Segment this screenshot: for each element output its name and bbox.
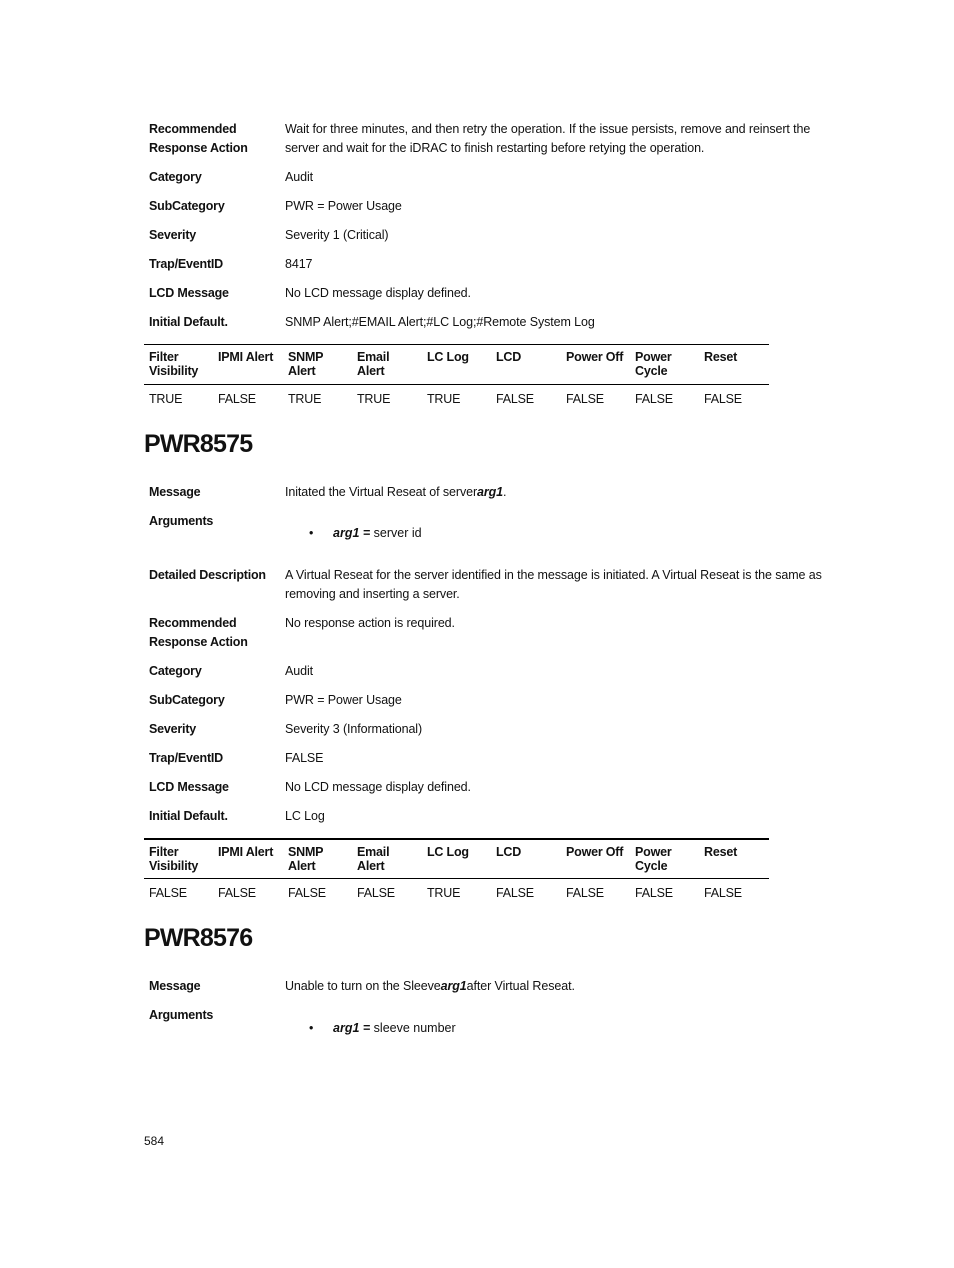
table-cell: SNMP Alert	[288, 350, 324, 378]
row-label: Detailed Description	[149, 568, 266, 582]
row-category	[149, 168, 839, 187]
table-cell: TRUE	[427, 392, 461, 406]
row-arguments	[149, 1006, 839, 1025]
row-subcategory	[149, 691, 839, 710]
row-label: LCD Message	[149, 286, 229, 300]
row-label: Arguments	[149, 1008, 214, 1022]
table-cell: LCD	[496, 845, 522, 859]
table-cell: Power Off	[566, 845, 624, 859]
row-value: SNMP Alert;#EMAIL Alert;#LC Log;#Remote System Log	[285, 315, 595, 329]
bullet-icon: •	[309, 1021, 314, 1035]
table-cell: Reset	[704, 845, 738, 859]
row-label: Initial Default.	[149, 809, 228, 823]
table-rule	[144, 344, 769, 345]
table-cell: LC Log	[427, 350, 469, 364]
row-label: Recommended Response Action	[149, 616, 248, 649]
table-cell: FALSE	[496, 392, 534, 406]
table-cell: FALSE	[357, 886, 395, 900]
table-cell: Email Alert	[357, 845, 390, 873]
section-title-pwr8575: PWR8575	[144, 430, 253, 458]
row-label: SubCategory	[149, 693, 225, 707]
row-value: Initated the Virtual Reseat of serverarg1.	[285, 485, 507, 499]
row-recommended-action	[149, 614, 839, 652]
row-value: Severity 1 (Critical)	[285, 228, 389, 242]
table-cell: TRUE	[288, 392, 322, 406]
table-rule	[144, 384, 769, 385]
table-cell: FALSE	[218, 392, 256, 406]
row-value: No LCD message display defined.	[285, 780, 471, 794]
table-cell: FALSE	[566, 886, 604, 900]
row-category	[149, 662, 839, 681]
table-cell: Power Cycle	[635, 845, 672, 873]
table-cell: FALSE	[496, 886, 534, 900]
table-cell: FALSE	[635, 886, 673, 900]
table-rule	[144, 878, 769, 879]
bullet-icon: •	[309, 526, 314, 540]
row-severity	[149, 226, 839, 245]
table-cell: Filter Visibility	[149, 845, 199, 873]
row-value: Severity 3 (Informational)	[285, 722, 423, 736]
argument-item: • arg1 = sleeve number	[309, 1019, 456, 1038]
row-label: Message	[149, 485, 201, 499]
row-message	[149, 977, 839, 996]
row-lcd-message	[149, 778, 839, 797]
row-label: Arguments	[149, 514, 214, 528]
page-number: 584	[144, 1134, 165, 1148]
table-cell: IPMI Alert	[218, 350, 274, 364]
table-cell: FALSE	[704, 886, 742, 900]
row-value: Audit	[285, 170, 313, 184]
row-recommended-action	[149, 120, 839, 158]
row-initial-default	[149, 313, 839, 332]
table-cell: FALSE	[149, 886, 187, 900]
row-value: PWR = Power Usage	[285, 693, 402, 707]
argument-item: • arg1 = server id	[309, 524, 422, 543]
row-value: Wait for three minutes, and then retry the operation. If the issue persists, remove and reinsert the server and wait for the iDRAC to finish restarting before retying the operation.	[285, 122, 811, 155]
table-cell: SNMP Alert	[288, 845, 324, 873]
table-cell: TRUE	[357, 392, 391, 406]
row-subcategory	[149, 197, 839, 216]
row-value: No LCD message display defined.	[285, 286, 471, 300]
row-value: No response action is required.	[285, 616, 455, 630]
table-cell: Email Alert	[357, 350, 390, 378]
row-trap-eventid	[149, 255, 839, 274]
table-cell: FALSE	[566, 392, 604, 406]
table-cell: Filter Visibility	[149, 350, 199, 378]
row-value: LC Log	[285, 809, 325, 823]
table-cell: FALSE	[635, 392, 673, 406]
row-arguments	[149, 512, 839, 531]
row-value: FALSE	[285, 751, 324, 765]
row-label: Severity	[149, 722, 197, 736]
row-label: Category	[149, 170, 202, 184]
row-detailed-description	[149, 566, 839, 604]
table-cell: IPMI Alert	[218, 845, 274, 859]
table-cell: Power Off	[566, 350, 624, 364]
row-value: Unable to turn on the Sleevearg1after Virtual Reseat.	[285, 979, 575, 993]
row-label: Trap/EventID	[149, 751, 224, 765]
row-label: Message	[149, 979, 201, 993]
row-label: Trap/EventID	[149, 257, 224, 271]
row-message	[149, 483, 839, 502]
table-cell: FALSE	[288, 886, 326, 900]
row-label: Recommended Response Action	[149, 122, 248, 155]
row-lcd-message	[149, 284, 839, 303]
table-cell: TRUE	[149, 392, 183, 406]
row-value: Audit	[285, 664, 313, 678]
table-cell: LC Log	[427, 845, 469, 859]
row-label: LCD Message	[149, 780, 229, 794]
row-severity	[149, 720, 839, 739]
row-value: A Virtual Reseat for the server identified in the message is initiated. A Virtual Reseat is the same as removing and inserting a server.	[285, 568, 822, 601]
row-label: Category	[149, 664, 202, 678]
table-cell: Power Cycle	[635, 350, 672, 378]
row-initial-default	[149, 807, 839, 826]
table-cell: TRUE	[427, 886, 461, 900]
row-label: Severity	[149, 228, 197, 242]
table-header	[144, 350, 769, 380]
table-cell: LCD	[496, 350, 522, 364]
table-cell: Reset	[704, 350, 738, 364]
table-header	[144, 845, 769, 875]
table-cell: FALSE	[218, 886, 256, 900]
row-value: PWR = Power Usage	[285, 199, 402, 213]
row-label: SubCategory	[149, 199, 225, 213]
row-value: 8417	[285, 257, 313, 271]
row-trap-eventid	[149, 749, 839, 768]
table-cell: FALSE	[704, 392, 742, 406]
table-rule	[144, 838, 769, 840]
row-label: Initial Default.	[149, 315, 228, 329]
section-title-pwr8576: PWR8576	[144, 924, 253, 952]
